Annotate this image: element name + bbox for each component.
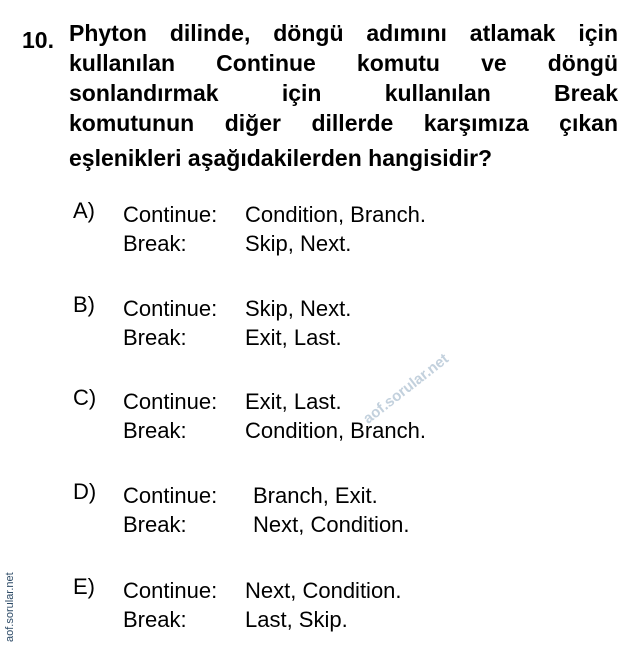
option-letter: A) bbox=[73, 198, 95, 223]
option-key: Continue: bbox=[123, 202, 218, 227]
option-letter: B) bbox=[73, 292, 95, 317]
option-value: Skip, Next. bbox=[245, 231, 352, 256]
option-key: Continue: bbox=[123, 389, 218, 414]
side-watermark: aof.sorular.net bbox=[4, 572, 16, 642]
option-key: Continue: bbox=[123, 483, 218, 508]
option-letter: D) bbox=[73, 479, 97, 504]
option-key: Break: bbox=[123, 418, 187, 443]
option-value: Exit, Last. bbox=[245, 325, 342, 350]
option-letter: E) bbox=[73, 574, 95, 599]
diagonal-watermark: aof.sorular.net bbox=[360, 350, 452, 428]
option-value: Exit, Last. bbox=[245, 389, 342, 414]
question-number: 10. bbox=[22, 27, 54, 53]
option-value: Next, Condition. bbox=[253, 512, 410, 537]
question-line: Phyton dilinde, döngü adımını atlamak için bbox=[69, 20, 618, 46]
option-value: Next, Condition. bbox=[245, 578, 402, 603]
option-letter: C) bbox=[73, 385, 97, 410]
option-key: Break: bbox=[123, 325, 187, 350]
question-text bbox=[69, 18, 618, 173]
option-key: Break: bbox=[123, 512, 187, 537]
option-value: Condition, Branch. bbox=[245, 418, 426, 443]
option-key: Break: bbox=[123, 231, 187, 256]
question-line: sonlandırmak için kullanılan Break bbox=[69, 80, 618, 106]
option-value: Skip, Next. bbox=[245, 296, 352, 321]
question-line: eşlenikleri aşağıdakilerden hangisidir? bbox=[69, 145, 493, 171]
question-line: kullanılan Continue komutu ve döngü bbox=[69, 50, 618, 76]
option-key: Continue: bbox=[123, 296, 218, 321]
question-line: komutunun diğer dillerde karşımıza çıkan bbox=[69, 110, 618, 136]
option-key: Continue: bbox=[123, 578, 218, 603]
option-value: Last, Skip. bbox=[245, 607, 348, 632]
option-value: Branch, Exit. bbox=[253, 483, 378, 508]
option-key: Break: bbox=[123, 607, 187, 632]
option-value: Condition, Branch. bbox=[245, 202, 426, 227]
